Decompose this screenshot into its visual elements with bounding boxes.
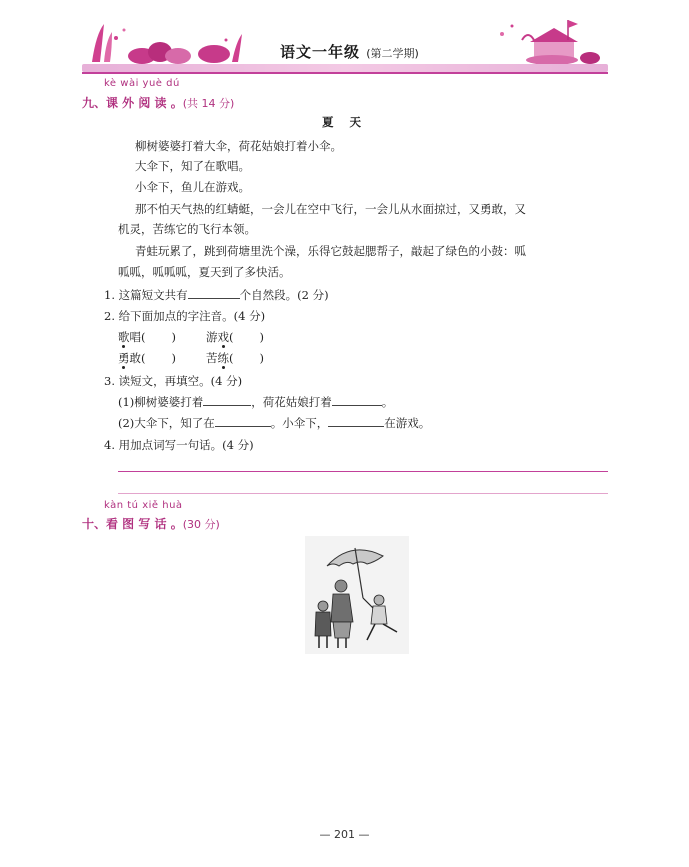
- q2-item-1-post: 唱(: [129, 330, 146, 344]
- q3-part-1: [118, 392, 393, 412]
- q3-part-2: [118, 413, 430, 433]
- passage-line-4: 那不怕天气热的红蜻蜓，一会儿在空中飞行，一会儿从水面掠过，又勇敢，又: [135, 202, 526, 216]
- passage-title: 夏 天: [322, 115, 362, 129]
- page-number: — 201 —: [319, 828, 370, 841]
- passage-line-1: 柳树婆婆打着大伞，荷花姑娘打着小伞。: [135, 139, 342, 153]
- q2-item-2-post: (: [229, 330, 234, 344]
- header-divider: [82, 72, 608, 74]
- q1-text-b: 个自然段。(2 分): [239, 288, 329, 302]
- header-banner-bar: [82, 64, 608, 72]
- page-header: [82, 14, 608, 76]
- q3-1-text-c: 。: [381, 395, 394, 409]
- q2-item-3-dotted-char: 勇: [118, 351, 130, 365]
- section10-title: [82, 515, 220, 532]
- q4-answer-line-1[interactable]: [118, 471, 608, 472]
- question-4: 4. 用加点词写一句话。(4 分): [104, 438, 254, 452]
- q3-2-blank-b[interactable]: [328, 414, 384, 427]
- question-2: 2. 给下面加点的字注音。(4 分): [104, 309, 266, 323]
- section9-title: [82, 94, 234, 111]
- q2-item-4-dotted-char: 练: [217, 351, 229, 365]
- q2-item-1-dotted-char: 歌: [118, 330, 130, 344]
- q2-item-2-pre: 游: [206, 330, 218, 344]
- section10-title-text: 十、看 图 写 话 。: [82, 517, 183, 531]
- q3-2-blank-a[interactable]: [215, 414, 271, 427]
- passage-line-5: 机灵，苦练它的飞行本领。: [118, 222, 256, 236]
- q2-item-2: [206, 327, 264, 347]
- q3-2-text-b: 。小伞下，: [270, 416, 329, 430]
- q2-item-3: [118, 348, 176, 368]
- q4-answer-line-2[interactable]: [118, 493, 608, 494]
- q2-item-1-close: ): [171, 330, 176, 344]
- section9-score: (共 14 分): [182, 97, 235, 110]
- q3-1-blank-b[interactable]: [332, 393, 382, 406]
- question-3: 3. 读短文，再填空。(4 分): [104, 374, 243, 388]
- book-title: 语文一年级: [280, 43, 361, 61]
- passage-line-3: 小伞下，鱼儿在游戏。: [135, 180, 250, 194]
- q1-answer-blank[interactable]: [188, 286, 240, 299]
- q1-text-a: 1. 这篇短文共有: [104, 288, 188, 302]
- q3-2-text-c: 在游戏。: [384, 416, 431, 430]
- section10-score: (30 分): [182, 518, 220, 531]
- q2-item-3-close: ): [171, 351, 176, 365]
- passage-line-6: 青蛙玩累了，跳到荷塘里洗个澡，乐得它鼓起腮帮子，敲起了绿色的小鼓：呱: [135, 244, 526, 258]
- header-title: [280, 41, 419, 62]
- q2-item-4-close: ): [259, 351, 264, 365]
- q3-1-text-b: ，荷花姑娘打着: [251, 395, 332, 409]
- q3-1-blank-a[interactable]: [203, 393, 251, 406]
- section10-pinyin: kàn tú xiě huà: [104, 500, 183, 511]
- passage-line-7: 呱呱，呱呱呱，夏天到了多快活。: [118, 265, 291, 279]
- q2-item-2-close: ): [259, 330, 264, 344]
- q3-2-text-a: (2)大伞下，知了在: [118, 416, 215, 430]
- passage-line-2: 大伞下，知了在歌唱。: [135, 159, 250, 173]
- q3-1-text-a: (1)柳树婆婆打着: [118, 395, 204, 409]
- section9-pinyin: kè wài yuè dú: [104, 78, 180, 89]
- q2-item-2-dotted-char: 戏: [217, 330, 229, 344]
- q2-item-3-post: 敢(: [129, 351, 146, 365]
- q2-item-1: [118, 327, 176, 347]
- q2-item-4-post: (: [229, 351, 234, 365]
- section9-title-text: 九、课 外 阅 读 。: [82, 96, 183, 110]
- q2-item-4: [206, 348, 264, 368]
- q2-item-4-pre: 苦: [206, 351, 218, 365]
- umbrella-illustration: [305, 536, 409, 654]
- book-subtitle: (第二学期): [366, 47, 419, 60]
- question-1: [104, 285, 329, 305]
